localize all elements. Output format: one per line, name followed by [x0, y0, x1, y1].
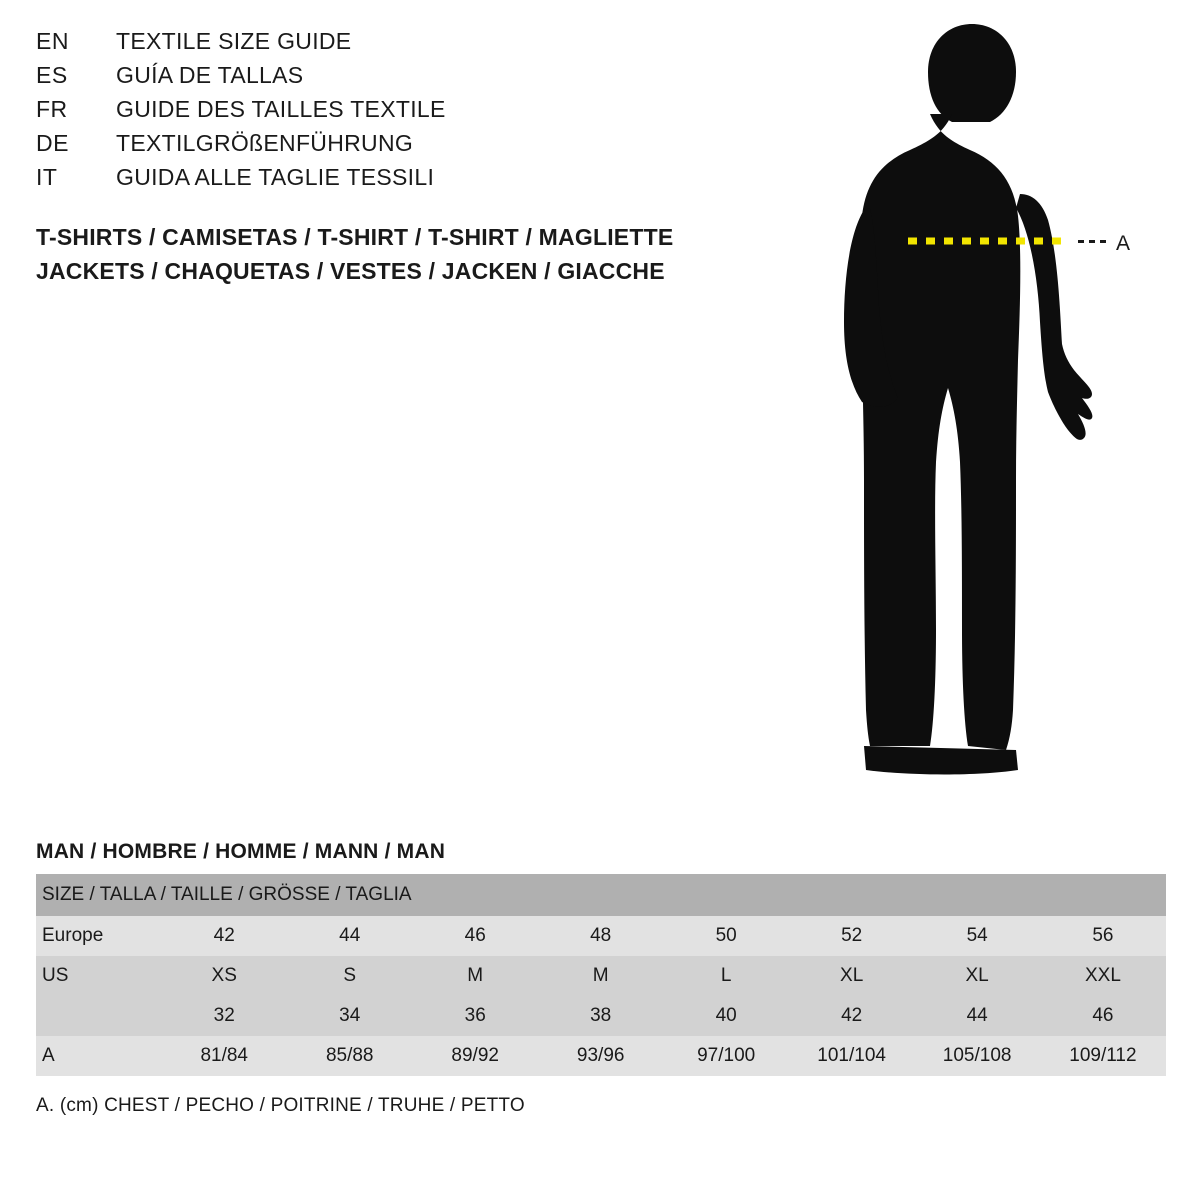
cell: 56 [1040, 916, 1166, 956]
language-title: GUIDE DES TAILLES TEXTILE [116, 96, 446, 122]
category-jackets: JACKETS / CHAQUETAS / VESTES / JACKEN / GIACCHE [36, 258, 665, 284]
table-row [36, 996, 1166, 1036]
cell: XXL [1040, 956, 1166, 996]
language-code: DE [36, 130, 69, 156]
table-header-label: SIZE / TALLA / TAILLE / GRÖSSE / TAGLIA [36, 874, 1166, 916]
language-row-en [36, 28, 736, 62]
cell: L [663, 956, 788, 996]
language-row-it [36, 164, 736, 198]
cell: XL [789, 956, 914, 996]
language-row-de [36, 130, 736, 164]
cell: 54 [914, 916, 1039, 956]
language-title: GUÍA DE TALLAS [116, 62, 304, 88]
cell: 46 [1040, 996, 1166, 1036]
row-label: US [36, 956, 161, 996]
measure-leader-line [1078, 240, 1110, 243]
cell: 52 [789, 916, 914, 956]
cell: 44 [287, 916, 412, 956]
language-code: IT [36, 164, 58, 190]
cell: M [538, 956, 663, 996]
measurement-footnote: A. (cm) CHEST / PECHO / POITRINE / TRUHE / PETTO [36, 1095, 525, 1116]
cell: XS [161, 956, 286, 996]
garment-categories [36, 220, 836, 288]
man-silhouette-icon [820, 10, 1180, 800]
cell: 50 [663, 916, 788, 956]
table-group-title: MAN / HOMBRE / HOMME / MANN / MAN [36, 840, 446, 863]
table-row [36, 1036, 1166, 1076]
cell: 97/100 [663, 1036, 788, 1076]
cell: 44 [914, 996, 1039, 1036]
cell: 101/104 [789, 1036, 914, 1076]
row-label: A [36, 1036, 161, 1076]
cell: XL [914, 956, 1039, 996]
cell: M [412, 956, 537, 996]
cell: 46 [412, 916, 537, 956]
cell: 105/108 [914, 1036, 1039, 1076]
language-title: GUIDA ALLE TAGLIE TESSILI [116, 164, 435, 190]
language-title: TEXTILGRÖßENFÜHRUNG [116, 130, 414, 156]
cell: 40 [663, 996, 788, 1036]
language-code: ES [36, 62, 68, 88]
cell: 93/96 [538, 1036, 663, 1076]
cell: 42 [789, 996, 914, 1036]
cell: 81/84 [161, 1036, 286, 1076]
language-code: FR [36, 96, 68, 122]
cell: 36 [412, 996, 537, 1036]
measure-label-a: A [1116, 232, 1131, 255]
language-row-fr [36, 96, 736, 130]
table-row [36, 916, 1166, 956]
cell: 85/88 [287, 1036, 412, 1076]
body-silhouette-figure [820, 10, 1180, 800]
size-table [36, 874, 1166, 1076]
row-label: Europe [36, 916, 161, 956]
table-header-row [36, 874, 1166, 916]
language-header-block [36, 28, 736, 198]
cell: 48 [538, 916, 663, 956]
cell: 109/112 [1040, 1036, 1166, 1076]
cell: 32 [161, 996, 286, 1036]
cell: 34 [287, 996, 412, 1036]
language-row-es [36, 62, 736, 96]
size-table-section [36, 840, 1166, 1076]
cell: S [287, 956, 412, 996]
table-row [36, 956, 1166, 996]
language-code: EN [36, 28, 69, 54]
cell: 38 [538, 996, 663, 1036]
cell: 89/92 [412, 1036, 537, 1076]
cell: 42 [161, 916, 286, 956]
category-tshirts: T-SHIRTS / CAMISETAS / T-SHIRT / T-SHIRT / MAGLIETTE [36, 224, 674, 250]
language-title: TEXTILE SIZE GUIDE [116, 28, 352, 54]
row-label [36, 996, 161, 1036]
